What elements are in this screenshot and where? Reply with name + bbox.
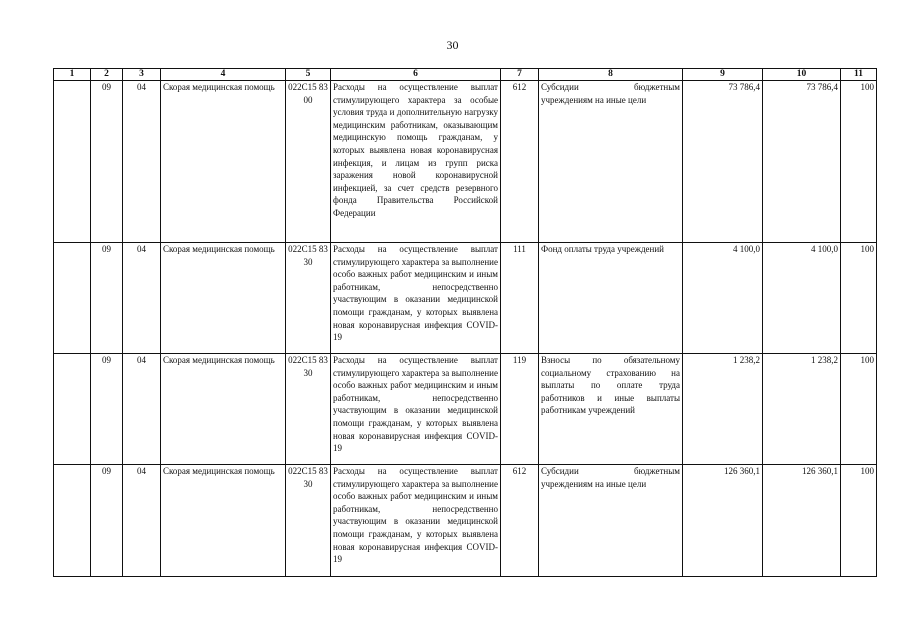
column-header: 7 (501, 69, 539, 81)
cell-index (54, 465, 91, 577)
cell-index (54, 243, 91, 354)
header-row (54, 69, 877, 81)
cell-expense-name: Субсидии бюджетным учреждениям на иные цели (539, 465, 683, 577)
cell-target-code: 022С15 8330 (286, 465, 331, 577)
cell-description: Расходы на осуществление выплат стимулирующего характера за выполнение особо важных работ медицинским и иным работникам, непосредственно участвующим в оказании медицинской помощи гражданам, у которых выявлена новая коронавирусная инфекция COVID-19 (331, 354, 501, 465)
cell-section: 09 (91, 81, 123, 243)
cell-subsection: 04 (123, 81, 161, 243)
column-header: 9 (683, 69, 763, 81)
cell-section: 09 (91, 465, 123, 577)
cell-expense-type: 612 (501, 465, 539, 577)
cell-expense-type: 119 (501, 354, 539, 465)
cell-actual: 126 360,1 (763, 465, 841, 577)
cell-percent: 100 (841, 243, 877, 354)
cell-percent: 100 (841, 354, 877, 465)
cell-target-code: 022С15 8330 (286, 354, 331, 465)
column-header: 8 (539, 69, 683, 81)
cell-expense-name: Взносы по обязательному социальному страхованию на выплаты по оплате труда работников и иные выплаты работникам учреждений (539, 354, 683, 465)
column-header: 10 (763, 69, 841, 81)
cell-plan: 4 100,0 (683, 243, 763, 354)
cell-description: Расходы на осуществление выплат стимулирующего характера за выполнение особо важных работ медицинским и иным работникам, непосредственно участвующим в оказании медицинской помощи гражданам, у которых выявлена новая коронавирусная инфекция COVID-19 (331, 243, 501, 354)
table-row (54, 465, 877, 577)
cell-name: Скорая медицинская помощь (161, 465, 286, 577)
cell-actual: 1 238,2 (763, 354, 841, 465)
cell-index (54, 81, 91, 243)
cell-subsection: 04 (123, 243, 161, 354)
budget-table (53, 68, 877, 577)
cell-expense-type: 111 (501, 243, 539, 354)
column-header: 4 (161, 69, 286, 81)
cell-actual: 73 786,4 (763, 81, 841, 243)
cell-target-code: 022С15 8330 (286, 243, 331, 354)
cell-subsection: 04 (123, 354, 161, 465)
cell-percent: 100 (841, 465, 877, 577)
table-row (54, 81, 877, 243)
cell-name: Скорая медицинская помощь (161, 81, 286, 243)
cell-description: Расходы на осуществление выплат стимулирующего характера за выполнение особо важных работ медицинским и иным работникам, непосредственно участвующим в оказании медицинской помощи гражданам, у которых выявлена новая коронавирусная инфекция COVID-19 (331, 465, 501, 577)
cell-section: 09 (91, 354, 123, 465)
cell-section: 09 (91, 243, 123, 354)
cell-plan: 73 786,4 (683, 81, 763, 243)
cell-name: Скорая медицинская помощь (161, 243, 286, 354)
cell-index (54, 354, 91, 465)
table-row (54, 243, 877, 354)
cell-target-code: 022С15 8300 (286, 81, 331, 243)
cell-percent: 100 (841, 81, 877, 243)
column-header: 2 (91, 69, 123, 81)
column-header: 11 (841, 69, 877, 81)
cell-expense-type: 612 (501, 81, 539, 243)
column-header: 3 (123, 69, 161, 81)
column-header: 1 (54, 69, 91, 81)
page-number: 30 (446, 38, 459, 52)
cell-plan: 1 238,2 (683, 354, 763, 465)
cell-name: Скорая медицинская помощь (161, 354, 286, 465)
column-header: 6 (331, 69, 501, 81)
column-header: 5 (286, 69, 331, 81)
table-row (54, 354, 877, 465)
cell-expense-name: Субсидии бюджетным учреждениям на иные цели (539, 81, 683, 243)
cell-plan: 126 360,1 (683, 465, 763, 577)
cell-subsection: 04 (123, 465, 161, 577)
cell-description: Расходы на осуществление выплат стимулирующего характера за особые условия труда и дополнительную нагрузку медицинским работникам, оказывающим медицинскую помощь гражданам, у которых выявлена новая коронавирусная инфекция, и лицам из групп риска заражения новой коронавирусной инфекцией, за счет средств резервного фонда Правительства Российской Федерации (331, 81, 501, 243)
cell-expense-name: Фонд оплаты труда учреждений (539, 243, 683, 354)
cell-actual: 4 100,0 (763, 243, 841, 354)
